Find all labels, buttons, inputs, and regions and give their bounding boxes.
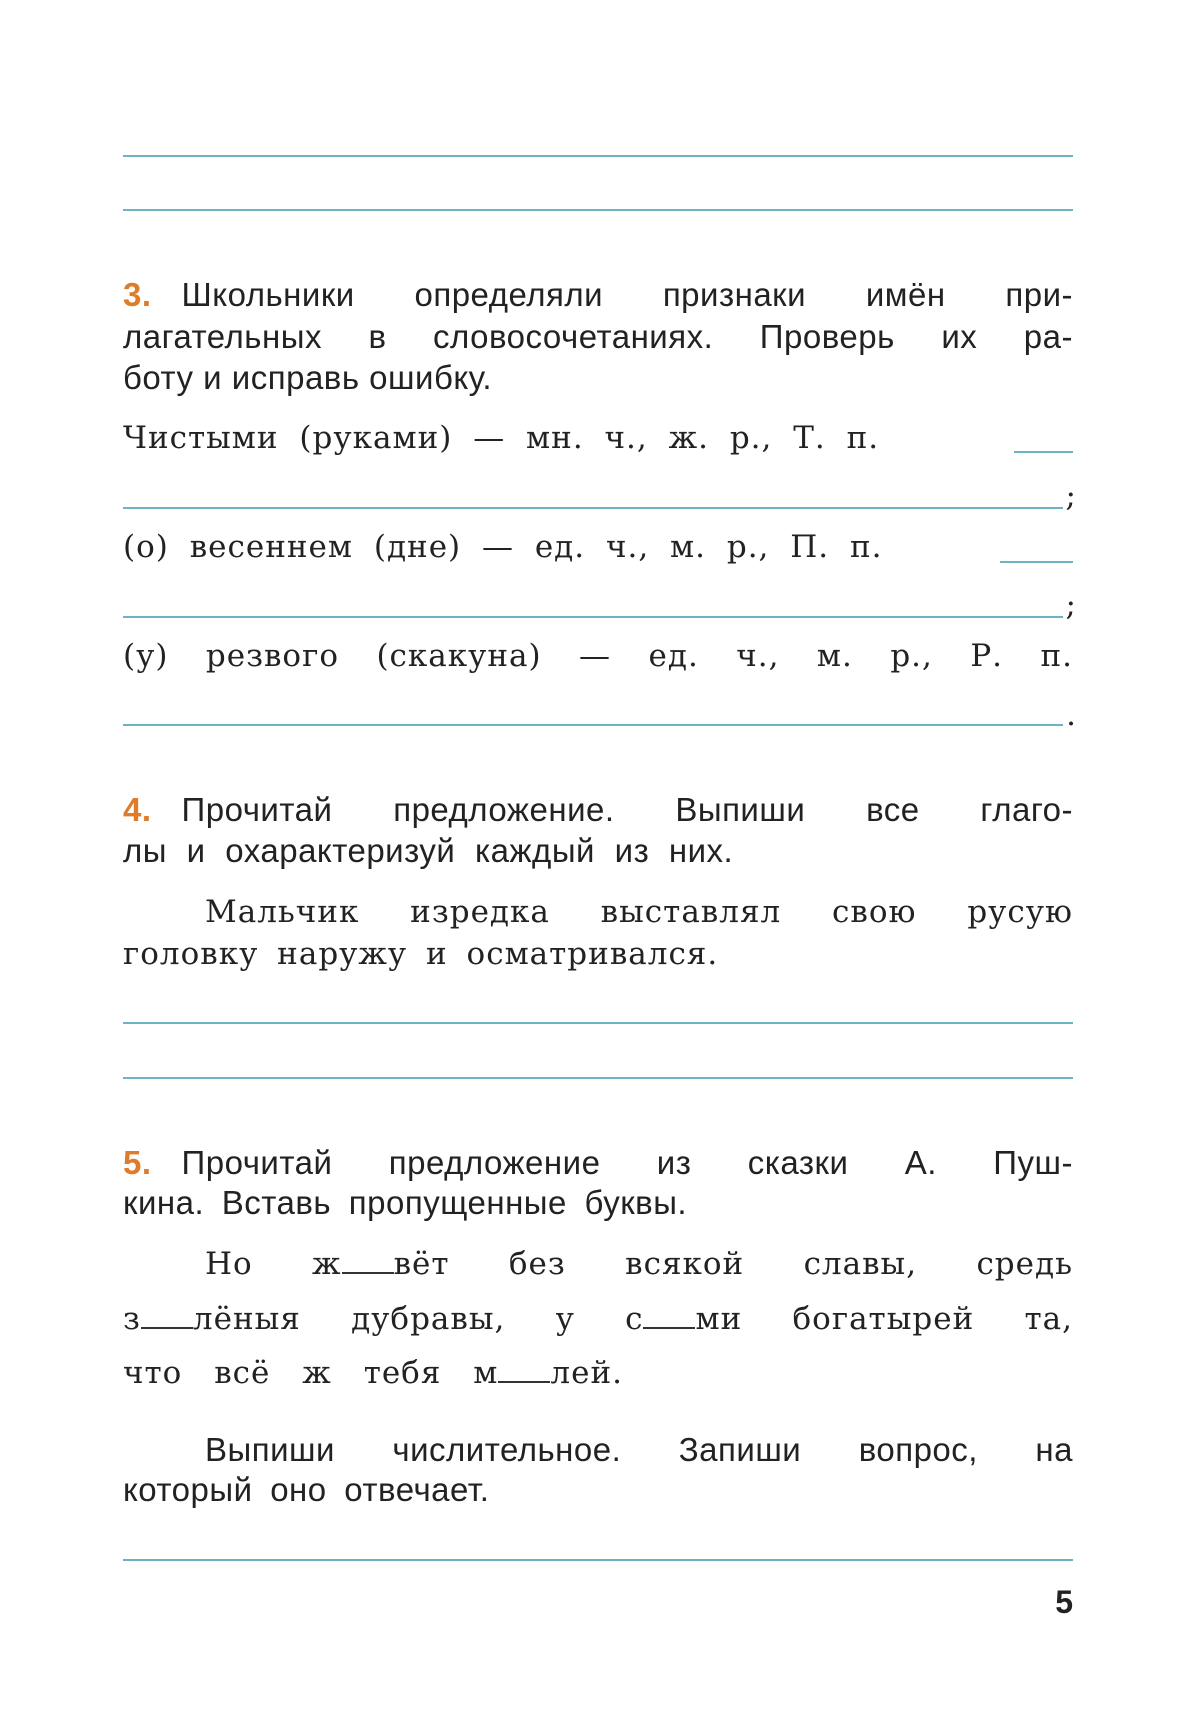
poem-line-3 <box>123 1355 623 1391</box>
task3-item-1: Чистыми (руками) — мн. ч., ж. р., Т. п. <box>123 420 880 456</box>
word: всякой <box>625 1246 745 1282</box>
word: Но <box>205 1246 253 1282</box>
word: славы, <box>803 1246 918 1282</box>
word: богатырей <box>792 1301 975 1337</box>
punctuation: ; <box>1065 587 1076 623</box>
word: ж <box>302 1355 332 1391</box>
task4-line-1 <box>123 791 1073 829</box>
task5-line-1 <box>123 1144 1073 1182</box>
task3-line-3: боту и исправь ошибку. <box>123 359 493 396</box>
task4-line-2: лы и охарактеризуй каждый из них. <box>123 832 734 869</box>
task3-item-3: (у) резвого (скакуна) — ед. ч., м. р., Р. п. <box>123 638 1073 674</box>
task4-sentence-2: головку наружу и осматривался. <box>123 936 719 972</box>
word: с <box>625 1301 644 1337</box>
answer-line[interactable] <box>1000 561 1073 563</box>
word: м <box>473 1355 499 1391</box>
answer-line[interactable] <box>123 507 1063 509</box>
answer-line[interactable] <box>123 1077 1073 1079</box>
task3-number: 3. <box>123 276 152 313</box>
answer-line[interactable] <box>123 209 1073 211</box>
letter-gap[interactable] <box>498 1381 550 1383</box>
task5-question-1: Выпиши числительное. Запиши вопрос, на <box>205 1431 1073 1468</box>
letter-gap[interactable] <box>643 1327 695 1329</box>
word: вёт <box>393 1246 450 1282</box>
letter-gap[interactable] <box>342 1272 394 1274</box>
answer-line[interactable] <box>123 1559 1073 1561</box>
word: дубравы, <box>351 1301 506 1337</box>
task5-text: Прочитай предложение из сказки А. Пуш- <box>181 1144 1073 1181</box>
word: лей. <box>550 1355 623 1391</box>
answer-line[interactable] <box>1014 451 1073 453</box>
task3-text: Школьники определяли признаки имён при- <box>181 276 1073 313</box>
poem-line-1 <box>205 1246 1073 1282</box>
word: та, <box>1024 1301 1073 1337</box>
task5-question-2: который оно отвечает. <box>123 1471 490 1508</box>
word: з <box>123 1301 141 1337</box>
word: ж <box>312 1246 342 1282</box>
punctuation: . <box>1066 697 1076 733</box>
poem-line-2 <box>123 1301 1073 1337</box>
task5-line-2: кина. Вставь пропущенные буквы. <box>123 1184 688 1221</box>
word: всё <box>214 1355 271 1391</box>
word: без <box>508 1246 566 1282</box>
answer-line[interactable] <box>123 616 1063 618</box>
page-number: 5 <box>1055 1584 1073 1620</box>
task4-number: 4. <box>123 791 152 828</box>
punctuation: ; <box>1065 478 1076 514</box>
word: тебя <box>363 1355 442 1391</box>
word: лёныя <box>192 1301 301 1337</box>
letter-gap[interactable] <box>141 1327 193 1329</box>
task5-number: 5. <box>123 1144 152 1181</box>
word: что <box>123 1355 183 1391</box>
answer-line[interactable] <box>123 724 1063 726</box>
task3-line-1 <box>123 276 1073 314</box>
task3-item-2: (о) весеннем (дне) — ед. ч., м. р., П. п. <box>123 529 883 565</box>
answer-line[interactable] <box>123 155 1073 157</box>
task3-line-2: лагательных в словосочетаниях. Проверь их ра- <box>123 318 1073 355</box>
word: средь <box>976 1246 1073 1282</box>
task4-sentence-1: Мальчик изредка выставлял свою русую <box>205 894 1073 930</box>
task4-text: Прочитай предложение. Выпиши все глаго- <box>181 791 1073 828</box>
answer-line[interactable] <box>123 1022 1073 1024</box>
word: у <box>555 1301 575 1337</box>
word: ми <box>695 1301 743 1337</box>
